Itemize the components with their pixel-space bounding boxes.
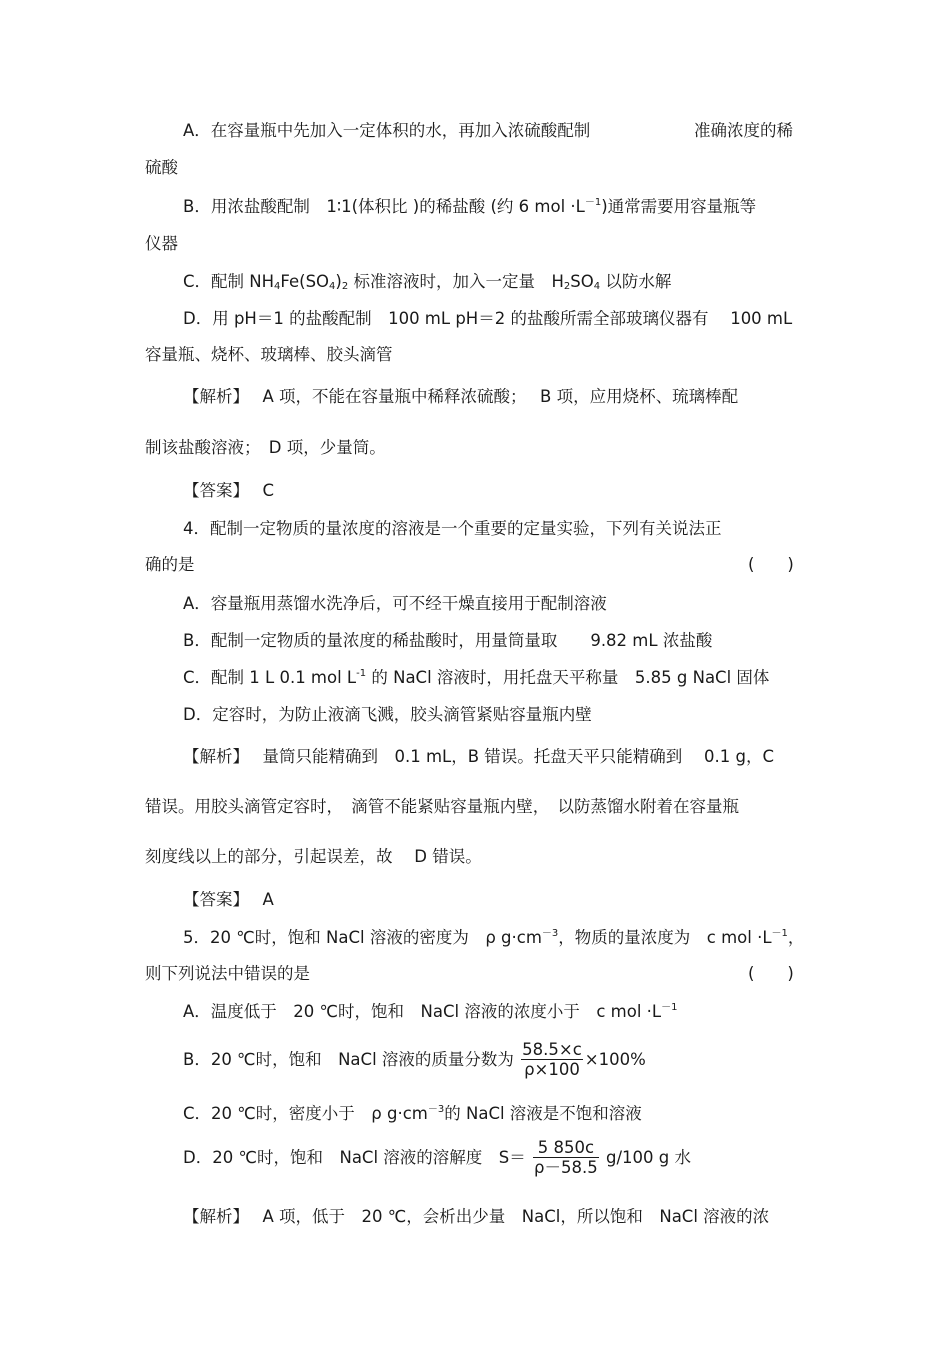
q4-answer-blank: ( ) <box>748 555 794 574</box>
q3-option-b-tail: )通常需要用容量瓶等 <box>601 197 757 216</box>
q4-option-c-superscript: -1 <box>356 668 367 679</box>
q5-stem-line2: 则下列说法中错误的是 <box>145 964 310 983</box>
q5-option-d-tail: g/100 g 水 <box>605 1148 691 1167</box>
q5-option-c-superscript: －3 <box>427 1104 445 1115</box>
q3-option-a-line2: 硫酸 <box>145 158 178 177</box>
q4-stem-line1: 4．配制一定物质的量浓度的溶液是一个重要的定量实验，下列有关说法正 <box>183 519 722 538</box>
q4-explanation-line1: 【解析】 量筒只能精确到 0.1 mL，B 错误。托盘天平只能精确到 0.1 g，C <box>183 747 775 766</box>
q4-option-a: A．容量瓶用蒸馏水洗净后，可不经干燥直接用于配制溶液 <box>183 594 607 613</box>
q5-option-b-tail: ×100% <box>584 1050 646 1069</box>
q3-option-c-sub2: 4 <box>329 281 336 292</box>
q4-option-c-part2: 的 NaCl 溶液时，用托盘天平称量 5.85 g NaCl 固体 <box>366 668 770 687</box>
q3-option-c-sub4: 2 <box>563 281 571 292</box>
q3-option-a-line1 <box>183 120 590 142</box>
q5-option-c <box>183 1103 642 1125</box>
q3-option-b-text: B．用浓盐酸配制 1∶1(体积比 )的稀盐酸 (约 6 mol ·L <box>183 197 585 216</box>
q5-option-b-numerator: 58.5×c <box>522 1040 582 1059</box>
q5-stem-part2: ，物质的量浓度为 c mol ·L <box>558 928 772 947</box>
q5-option-a-superscript: －1 <box>661 1002 678 1013</box>
q5-option-a-text: A．温度低于 20 ℃时，饱和 NaCl 溶液的浓度小于 c mol ·L <box>183 1002 662 1021</box>
q5-stem-superscript2: －1 <box>771 928 788 939</box>
q5-option-d <box>183 1138 691 1177</box>
q5-option-b-text: B．20 ℃时，饱和 NaCl 溶液的质量分数为 <box>183 1050 514 1069</box>
q5-stem-part3: ， <box>787 928 805 947</box>
q3-option-c-sub5: 4 <box>593 281 601 292</box>
q5-stem-part1: 5．20 ℃时，饱和 NaCl 溶液的密度为 ρ g·cm <box>183 928 542 947</box>
q3-option-d-line2: 容量瓶、烧杯、玻璃棒、胶头滴管 <box>145 345 393 364</box>
q5-option-c-part1: C．20 ℃时，密度小于 ρ g·cm <box>183 1104 428 1123</box>
q3-explanation-line1: 【解析】 A 项，不能在容量瓶中稀释浓硫酸； B 项，应用烧杯、琉璃棒配 <box>183 387 739 406</box>
q3-option-b-line2: 仪器 <box>145 234 178 253</box>
q5-answer-blank: ( ) <box>748 964 794 983</box>
q3-option-c-part4: 标准溶液时，加入一定量 H <box>348 272 564 291</box>
q5-option-d-denominator: ρ－58.5 <box>534 1158 598 1177</box>
q3-option-c-part5: SO <box>570 272 594 291</box>
q5-option-b <box>183 1040 646 1079</box>
q5-option-a <box>183 1001 678 1023</box>
q3-option-c-sub1: 4 <box>274 281 281 292</box>
q5-option-d-fraction <box>533 1138 599 1177</box>
q5-option-d-text: D．20 ℃时，饱和 NaCl 溶液的溶解度 S＝ <box>183 1148 526 1167</box>
q3-option-c-part1: C．配制 NH <box>183 272 275 291</box>
q5-option-b-denominator: ρ×100 <box>524 1060 580 1079</box>
q4-stem-line2: 确的是 <box>145 555 195 574</box>
q3-option-c-part3: ) <box>335 272 342 291</box>
q3-option-c-part2: Fe(SO <box>280 272 330 291</box>
q5-stem-line1 <box>183 927 804 949</box>
q5-explanation-line1: 【解析】 A 项，低于 20 ℃，会析出少量 NaCl，所以饱和 NaCl 溶液的浓 <box>183 1207 770 1226</box>
q3-option-c-part6: 以防水解 <box>600 272 672 291</box>
q5-stem-superscript1: －3 <box>541 928 559 939</box>
q3-explanation-line2: 制该盐酸溶液； D 项，少量筒。 <box>145 438 386 457</box>
q4-explanation-line3: 刻度线以上的部分，引起误差，故 D 错误。 <box>145 847 482 866</box>
q4-answer: 【答案】 A <box>183 890 274 909</box>
q3-option-b-line1 <box>183 196 756 218</box>
q4-option-c-part1: C．配制 1 L 0.1 mol L <box>183 668 357 687</box>
q4-option-d: D．定容时，为防止液滴飞溅，胶头滴管紧贴容量瓶内壁 <box>183 705 592 724</box>
q3-option-d-line1: D．用 pH＝1 的盐酸配制 100 mL pH＝2 的盐酸所需全部玻璃仪器有 100 mL <box>183 309 793 328</box>
q3-option-c-sub3: 2 <box>341 281 349 292</box>
q3-option-b-superscript: －1 <box>584 197 602 208</box>
q3-option-a-tail: 准确浓度的稀 <box>694 121 793 140</box>
q5-option-b-fraction <box>521 1040 583 1079</box>
q5-option-c-part2: 的 NaCl 溶液是不饱和溶液 <box>444 1104 642 1123</box>
q3-option-c <box>183 271 671 293</box>
q4-explanation-line2: 错误。用胶头滴管定容时， 滴管不能紧贴容量瓶内壁， 以防蒸馏水附着在容量瓶 <box>145 797 739 816</box>
q4-option-b: B．配制一定物质的量浓度的稀盐酸时，用量筒量取 9.82 mL 浓盐酸 <box>183 631 713 650</box>
q5-option-d-numerator: 5 850c <box>533 1138 599 1158</box>
q4-option-c <box>183 667 769 689</box>
q3-option-a-text: A．在容量瓶中先加入一定体积的水，再加入浓硫酸配制 <box>183 121 591 140</box>
q3-answer: 【答案】 C <box>183 481 275 500</box>
